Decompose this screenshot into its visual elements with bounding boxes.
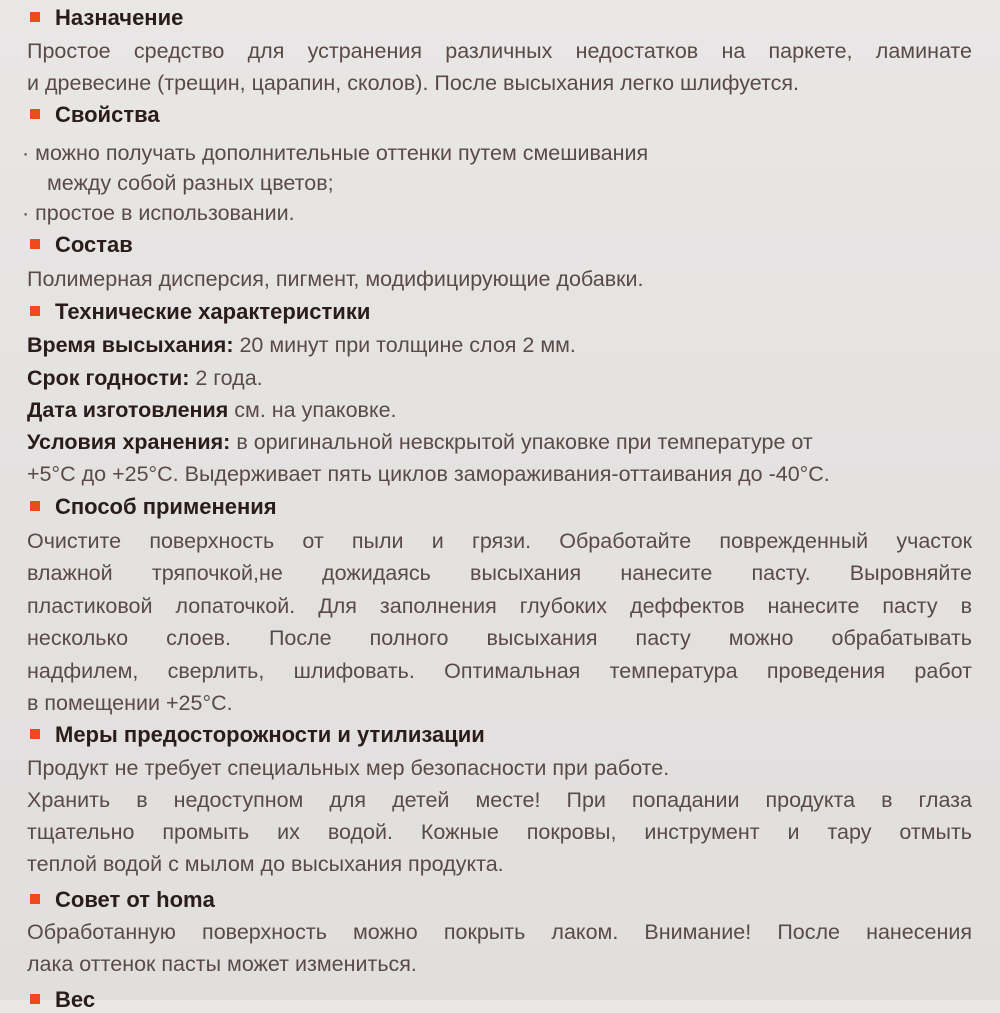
heading-text: Свойства	[55, 102, 160, 127]
heading-text: Меры предосторожности и утилизации	[55, 722, 485, 747]
heading-application	[30, 494, 277, 520]
heading-text: Совет от homa	[55, 887, 215, 912]
text-line: пластиковой лопаточкой. Для заполнения глубоких деффектов нанесите пасту в	[27, 594, 972, 618]
text-line: Продукт не требует специальных мер безопасности при работе.	[27, 756, 670, 780]
heading-text: Технические характеристики	[55, 299, 371, 324]
heading-text: Назначение	[55, 5, 184, 30]
heading-safety	[30, 722, 485, 748]
text-line: Обработанную поверхность можно покрыть лаком. Внимание! После нанесения	[27, 920, 972, 944]
spec-date	[27, 397, 397, 423]
label: Срок годности:	[27, 366, 190, 390]
value: 20 минут при толщине слоя 2 мм.	[233, 333, 576, 357]
text-line: между собой разных цветов;	[47, 171, 334, 195]
text: можно получать дополнительные оттенки путем смешивания	[35, 141, 649, 165]
heading-weight	[30, 987, 95, 1013]
label: Время высыхания:	[27, 333, 234, 357]
dot-icon: ·	[22, 141, 30, 165]
bullet-square-icon	[30, 994, 40, 1004]
text-line: Простое средство для устранения различных недостатков на паркете, ламинате	[27, 39, 972, 63]
list-item	[22, 200, 295, 226]
heading-text: Состав	[55, 232, 133, 257]
bullet-square-icon	[30, 12, 40, 22]
text-line: теплой водой с мылом до высыхания продукта.	[27, 852, 504, 876]
text-line: Полимерная дисперсия, пигмент, модифицирующие добавки.	[27, 267, 644, 291]
dot-icon: ·	[22, 201, 30, 225]
text: простое в использовании.	[35, 201, 295, 225]
spec-storage	[27, 429, 813, 455]
heading-advice	[30, 887, 215, 913]
spec-drying	[27, 332, 576, 358]
heading-specs	[30, 299, 370, 325]
text-line: Очистите поверхность от пыли и грязи. Обработайте поврежденный участок	[27, 529, 972, 553]
text-line: влажной тряпочкой,не дожидаясь высыхания нанесите пасту. Выровняйте	[27, 561, 972, 585]
bullet-square-icon	[30, 894, 40, 904]
value: в оригинальной невскрытой упаковке при температуре от	[230, 430, 813, 454]
bullet-square-icon	[30, 729, 40, 739]
text-line: Хранить в недоступном для детей месте! При попадании продукта в глаза	[27, 788, 972, 812]
heading-purpose	[30, 5, 183, 31]
heading-text: Способ применения	[55, 494, 277, 519]
text-line: в помещении +25°С.	[27, 691, 233, 715]
value: 2 года.	[189, 366, 263, 390]
text-line: лака оттенок пасты может измениться.	[27, 952, 417, 976]
bullet-square-icon	[30, 239, 40, 249]
label: Условия хранения:	[27, 430, 231, 454]
bullet-square-icon	[30, 501, 40, 511]
list-item	[22, 140, 648, 166]
heading-text: Вес	[55, 987, 96, 1012]
value: см. на упаковке.	[228, 398, 397, 422]
text-line: несколько слоев. После полного высыхания пасту можно обрабатывать	[27, 626, 972, 650]
text-line: и древесине (трещин, царапин, сколов). После высыхания легко шлифуется.	[27, 71, 799, 95]
text-line: надфилем, сверлить, шлифовать. Оптимальная температура проведения работ	[27, 659, 972, 683]
bullet-square-icon	[30, 109, 40, 119]
heading-composition	[30, 232, 133, 258]
text-line: +5°С до +25°С. Выдерживает пять циклов замораживания-оттаивания до -40°С.	[27, 462, 830, 486]
text-line: тщательно промыть их водой. Кожные покровы, инструмент и тару отмыть	[27, 820, 972, 844]
bullet-square-icon	[30, 306, 40, 316]
heading-properties	[30, 102, 160, 128]
spec-shelf-life	[27, 365, 263, 391]
label: Дата изготовления	[27, 398, 229, 422]
